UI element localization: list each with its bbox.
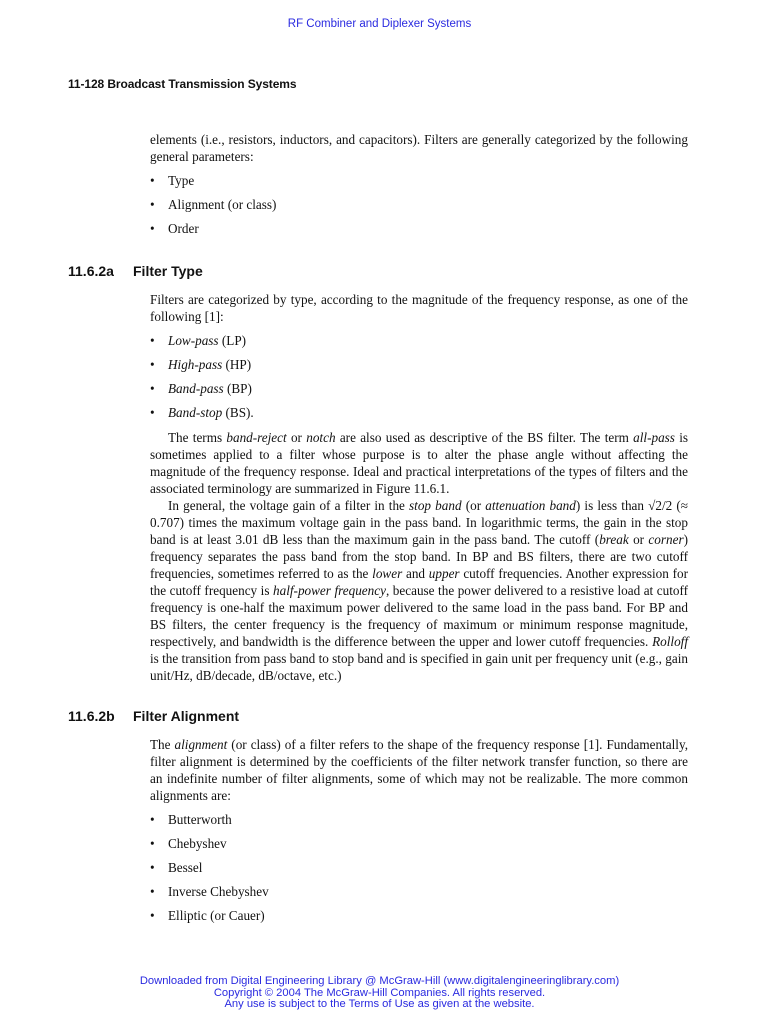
- section-title: Filter Type: [133, 263, 203, 279]
- list-item: • High-pass (HP): [150, 353, 688, 377]
- list-item: • Elliptic (or Cauer): [150, 904, 688, 928]
- bullet-icon: •: [150, 860, 155, 875]
- list-item: • Type: [150, 169, 688, 193]
- filter-alignment-paragraph: The alignment (or class) of a filter refers to the shape of the frequency response [1]. Fundamentally, filter alignment is determined by the coefficients of the filter network transfer function, so there are an indefinite number of filter alignments, some of which may not be realizable. The more common alignments are:: [150, 737, 688, 803]
- list-item: • Band-pass (BP): [150, 377, 688, 401]
- list-item: • Low-pass (LP): [150, 329, 688, 353]
- section-number: 11.6.2b: [68, 708, 115, 724]
- section-number: 11.6.2a: [68, 263, 114, 279]
- bullet-icon: •: [150, 221, 155, 236]
- section-heading-filter-type: [68, 263, 203, 279]
- list-item: • Butterworth: [150, 808, 688, 832]
- bullet-icon: •: [150, 812, 155, 827]
- bullet-icon: •: [150, 197, 155, 212]
- filter-alignment-body: [150, 736, 688, 928]
- copyright-footer: [0, 976, 759, 1011]
- footer-terms-line[interactable]: Any use is subject to the Terms of Use as given at the website.: [224, 998, 535, 1010]
- filter-type-list: [150, 329, 688, 425]
- bullet-icon: •: [150, 173, 155, 188]
- bullet-icon: •: [150, 884, 155, 899]
- bullet-icon: •: [150, 908, 155, 923]
- bullet-icon: •: [150, 836, 155, 851]
- filter-type-paragraph-1: The terms band-reject or notch are also used as descriptive of the BS filter. The term all-pass is sometimes applied to a filter whose purpose is to alter the phase angle without affecting the magnitude of the frequency response. Ideal and practical interpretations of the types of filters and the associated terminology are summarized in Figure 11.6.1.: [150, 430, 689, 496]
- bullet-icon: •: [150, 357, 155, 372]
- list-item: • Alignment (or class): [150, 193, 688, 217]
- filter-type-intro: Filters are categorized by type, according to the magnitude of the frequency response, as one of the following [1]:: [150, 292, 688, 324]
- intro-paragraph: elements (i.e., resistors, inductors, and capacitors). Filters are generally categorized by the following general parameters:: [150, 132, 688, 164]
- running-head: 11-128 Broadcast Transmission Systems: [68, 77, 297, 91]
- list-item: • Order: [150, 217, 688, 241]
- bullet-icon: •: [150, 381, 155, 396]
- filter-type-paragraph-2: In general, the voltage gain of a filter in the stop band (or attenuation band) is less than √2/2 (≈ 0.707) times the maximum voltage gain in the pass band. In logarithmic terms, the gain in the stop band is at least 3.01 dB less than the maximum gain in the pass band. The cutoff (break or corner) frequency separates the pass band from the stop band. In BP and BS filters, there are two cutoff frequencies, sometimes referred to as the lower and upper cutoff frequencies. Another expression for the cutoff frequency is half-power frequency, because the power delivered to a resistive load at cutoff frequency is one-half the maximum power delivered to the same load in the pass band. For BP and BS filters, the center frequency is the frequency of maximum or minimum response magnitude, respectively, and bandwidth is the difference between the upper and lower cutoff frequencies. Rolloff is the transition from pass band to stop band and is specified in gain unit per frequency unit (e.g., gain unit/Hz, dB/decade, dB/octave, etc.): [150, 498, 689, 683]
- list-item: • Band-stop (BS).: [150, 401, 688, 425]
- footer-copyright-line: Copyright © 2004 The McGraw-Hill Companies. All rights reserved.: [213, 986, 546, 999]
- list-item: • Chebyshev: [150, 832, 688, 856]
- section-heading-filter-alignment: [68, 708, 239, 724]
- alignment-list: [150, 808, 688, 928]
- filter-type-body: [150, 291, 688, 684]
- bullet-icon: •: [150, 333, 155, 348]
- page-banner: RF Combiner and Diplexer Systems: [287, 18, 472, 30]
- section-title: Filter Alignment: [133, 708, 240, 724]
- footer-download-line[interactable]: Downloaded from Digital Engineering Library @ McGraw-Hill (www.digitalengineeringlibrary.com): [139, 975, 620, 987]
- list-item: • Bessel: [150, 856, 688, 880]
- intro-block: [150, 131, 688, 241]
- list-item: • Inverse Chebyshev: [150, 880, 688, 904]
- bullet-icon: •: [150, 405, 155, 420]
- parameter-list: [150, 169, 688, 241]
